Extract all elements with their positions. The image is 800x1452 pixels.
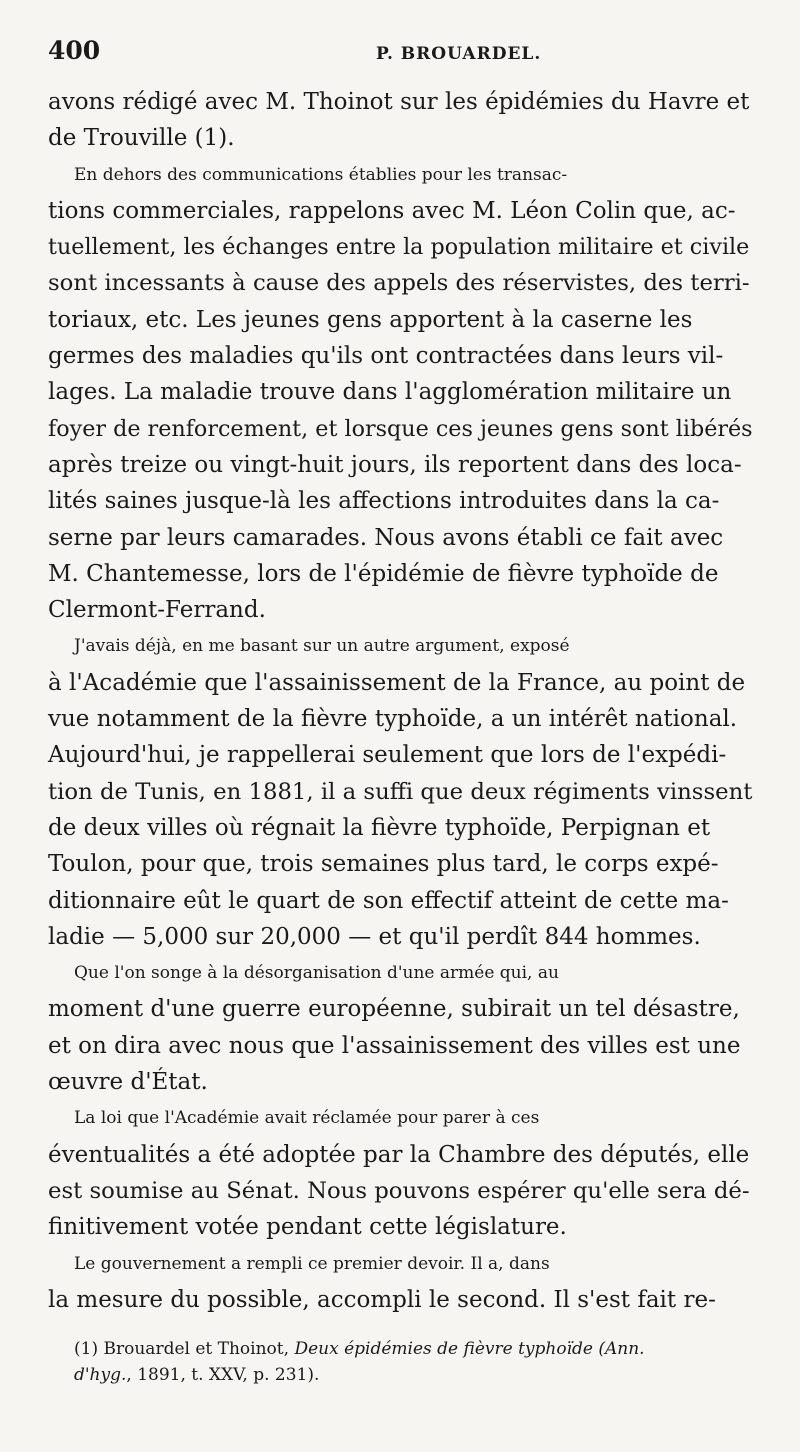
footnote-title: Deux épidémies de fièvre typhoïde bbox=[294, 1339, 593, 1360]
text-line: œuvre d'État. bbox=[48, 1069, 208, 1096]
text-line: éventualités a été adoptée par la Chambre des députés, elle bbox=[48, 1141, 750, 1168]
paragraph bbox=[48, 1100, 756, 1245]
text-line: finitivement votée pendant cette législature. bbox=[48, 1214, 567, 1241]
footnote-authors: Brouardel et Thoinot, bbox=[103, 1339, 290, 1360]
text-line: avons rédigé avec M. Thoinot sur les épidémies du Havre et bbox=[48, 89, 750, 115]
text-line: sont incessants à cause des appels des réservistes, des terri- bbox=[48, 270, 750, 297]
footnote-line-1 bbox=[74, 1336, 756, 1362]
page-number: 400 bbox=[48, 36, 101, 65]
running-head bbox=[48, 36, 756, 76]
text-line: Aujourd'hui, je rappellerai seulement que lors de l'expédi- bbox=[48, 742, 727, 769]
text-line: tions commerciales, rappelons avec M. Léon Colin que, ac- bbox=[48, 197, 736, 224]
text-line: vue notamment de la fièvre typhoïde, a un intérêt national. bbox=[48, 706, 738, 733]
paragraph bbox=[48, 1246, 756, 1319]
paragraph bbox=[48, 955, 756, 1100]
text-line: de Trouville (1). bbox=[48, 125, 235, 152]
text-line: à l'Académie que l'assainissement de la France, au point de bbox=[48, 669, 746, 696]
text-line: La loi que l'Académie avait réclamée pour parer à ces bbox=[74, 1108, 540, 1129]
text-line: foyer de renforcement, et lorsque ces jeunes gens sont libérés bbox=[48, 415, 753, 442]
footnote-journal-open: (Ann. bbox=[598, 1339, 645, 1360]
running-title: P. BROUARDEL. bbox=[376, 44, 542, 64]
text-line: est soumise au Sénat. Nous pouvons espérer qu'elle sera dé- bbox=[48, 1177, 750, 1204]
paragraph bbox=[48, 628, 756, 955]
body-text bbox=[48, 84, 756, 1318]
text-line: germes des maladies qu'ils ont contractées dans leurs vil- bbox=[48, 343, 724, 370]
footnote-line-2 bbox=[74, 1362, 756, 1388]
footnote bbox=[48, 1336, 756, 1388]
text-line: J'avais déjà, en me basant sur un autre argument, exposé bbox=[74, 636, 570, 657]
text-line: ditionnaire eût le quart de son effectif atteint de cette ma- bbox=[48, 887, 729, 914]
text-line: tuellement, les échanges entre la population militaire et civile bbox=[48, 234, 750, 261]
paragraph bbox=[48, 84, 756, 157]
text-line: lités saines jusque-là les affections introduites dans la ca- bbox=[48, 488, 720, 515]
text-line: Clermont-Ferrand. bbox=[48, 597, 266, 624]
paragraph bbox=[48, 157, 756, 629]
footnote-marker: (1) bbox=[74, 1339, 99, 1360]
text-line: En dehors des communications établies pour les transac- bbox=[74, 164, 568, 185]
text-line: toriaux, etc. Les jeunes gens apportent à la caserne les bbox=[48, 306, 693, 333]
footnote-separator bbox=[48, 1318, 756, 1326]
text-line: moment d'une guerre européenne, subirait un tel désastre, bbox=[48, 996, 740, 1023]
text-line: lages. La maladie trouve dans l'agglomération militaire un bbox=[48, 379, 732, 406]
text-line: Que l'on songe à la désorganisation d'une armée qui, au bbox=[74, 963, 559, 984]
footnote-details: , 1891, t. XXV, p. 231). bbox=[126, 1365, 320, 1386]
text-line: et on dira avec nous que l'assainissement des villes est une bbox=[48, 1032, 741, 1059]
text-line: Toulon, pour que, trois semaines plus tard, le corps expé- bbox=[48, 851, 719, 878]
text-line: après treize ou vingt-huit jours, ils reportent dans des loca- bbox=[48, 451, 742, 478]
text-line: ladie — 5,000 sur 20,000 — et qu'il perdît 844 hommes. bbox=[48, 923, 701, 950]
text-line: serne par leurs camarades. Nous avons établi ce fait avec bbox=[48, 524, 724, 551]
text-line: la mesure du possible, accompli le second. Il s'est fait re- bbox=[48, 1286, 716, 1313]
text-line: de deux villes où régnait la fièvre typhoïde, Perpignan et bbox=[48, 814, 711, 841]
text-line: M. Chantemesse, lors de l'épidémie de fièvre typhoïde de bbox=[48, 560, 719, 587]
text-line: Le gouvernement a rempli ce premier devoir. Il a, dans bbox=[74, 1253, 550, 1274]
text-line: tion de Tunis, en 1881, il a suffi que deux régiments vinssent bbox=[48, 778, 753, 805]
footnote-journal: d'hyg. bbox=[74, 1365, 127, 1386]
